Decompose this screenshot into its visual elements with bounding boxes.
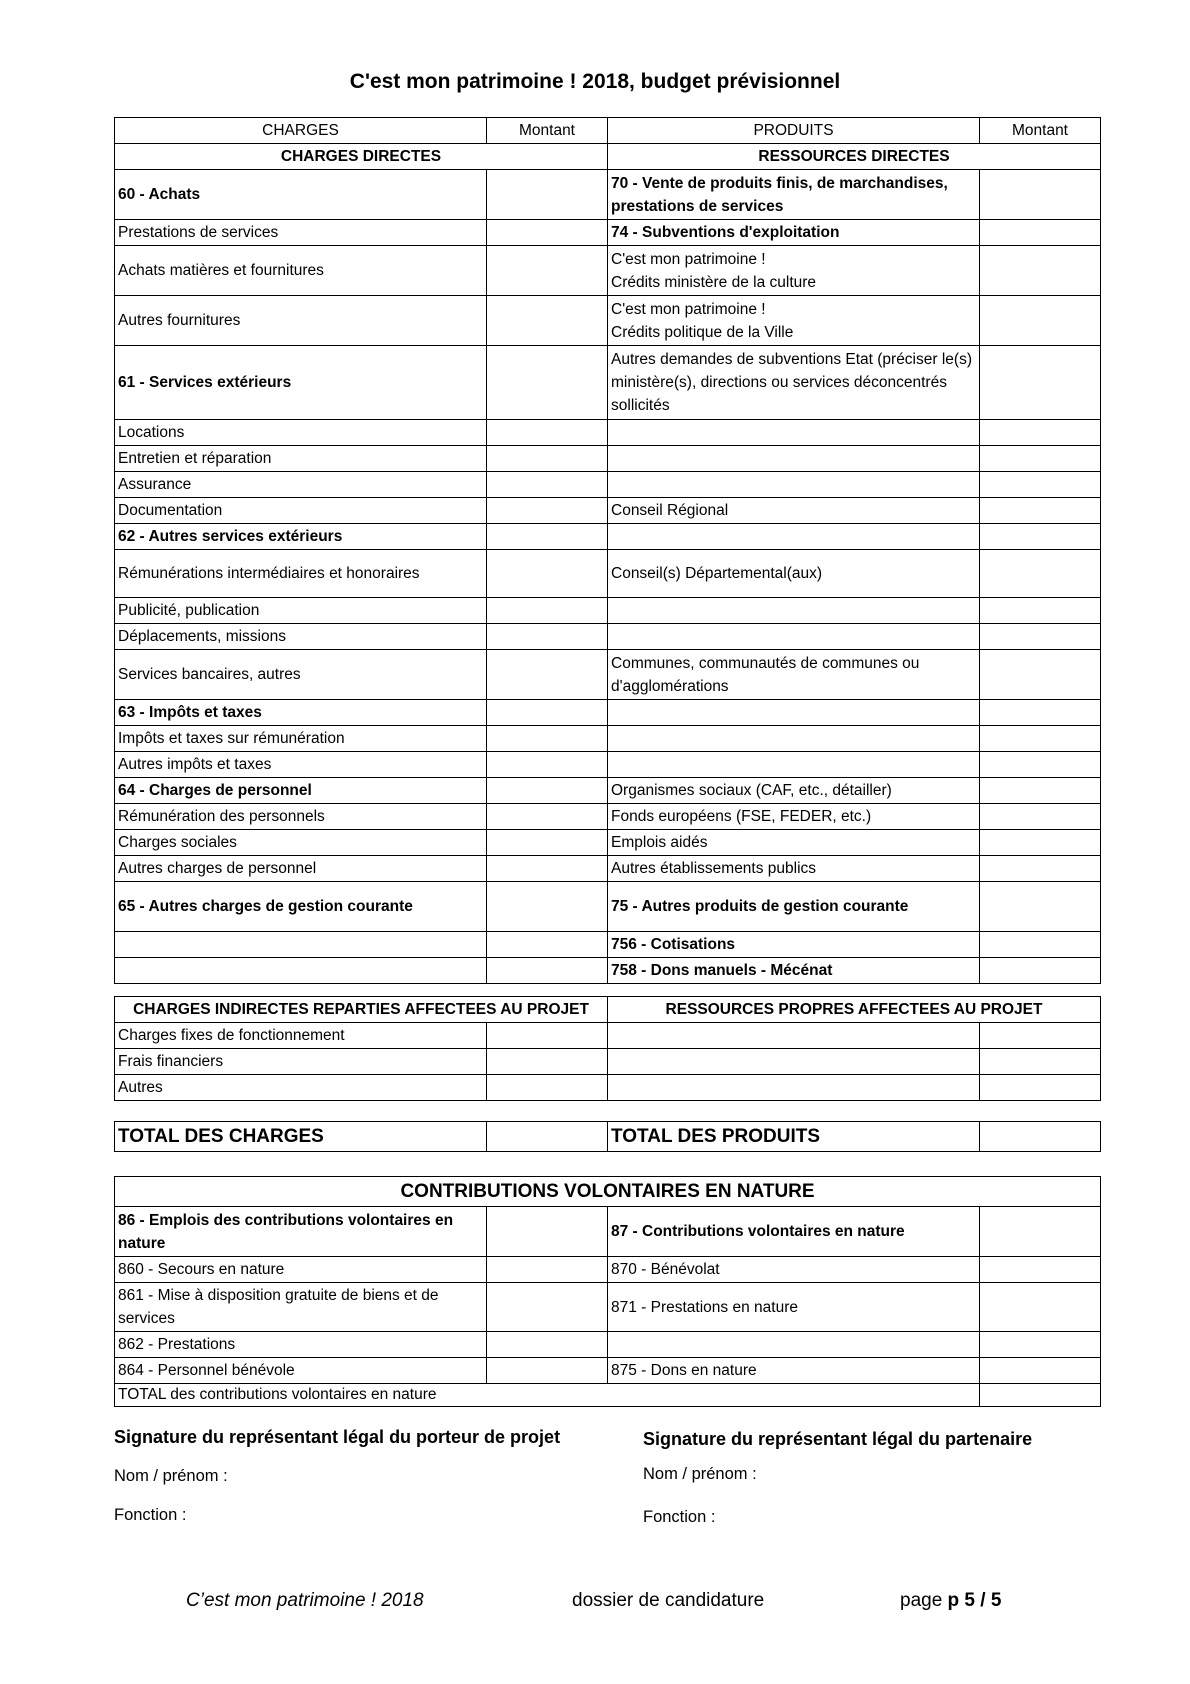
- table-row: [115, 778, 1101, 804]
- product-label: C'est mon patrimoine ! Crédits ministère de la culture: [608, 246, 980, 296]
- product-label: [608, 624, 980, 650]
- product-amount-cell[interactable]: [980, 624, 1101, 650]
- charge-label: Charges sociales: [115, 830, 487, 856]
- charge-amount-cell[interactable]: [487, 446, 608, 472]
- own-resource-label[interactable]: [608, 1023, 980, 1049]
- charge-label: 61 - Services extérieurs: [115, 346, 487, 420]
- table-row: [115, 550, 1101, 598]
- product-amount-cell[interactable]: [980, 752, 1101, 778]
- charge-label: Documentation: [115, 498, 487, 524]
- header-charges: CHARGES: [115, 118, 487, 144]
- contribution-source-label: 871 - Prestations en nature: [608, 1283, 980, 1332]
- product-amount-cell[interactable]: [980, 524, 1101, 550]
- product-label: Organismes sociaux (CAF, etc., détailler): [608, 778, 980, 804]
- table-row: [115, 1332, 1101, 1358]
- charge-label: 65 - Autres charges de gestion courante: [115, 882, 487, 932]
- charge-label: Assurance: [115, 472, 487, 498]
- charge-amount-cell[interactable]: [487, 170, 608, 220]
- charge-label: Prestations de services: [115, 220, 487, 246]
- partenaire-fonction-field[interactable]: Fonction :: [643, 1508, 716, 1526]
- charge-amount-cell[interactable]: [487, 498, 608, 524]
- product-amount-cell[interactable]: [980, 420, 1101, 446]
- total-produits-label: TOTAL DES PRODUITS: [608, 1122, 980, 1152]
- table-row: [115, 650, 1101, 700]
- indirect-charge-label: Frais financiers: [115, 1049, 487, 1075]
- partenaire-nom-field[interactable]: Nom / prénom :: [643, 1465, 757, 1483]
- own-resource-label[interactable]: [608, 1049, 980, 1075]
- contribution-source-label: 875 - Dons en nature: [608, 1358, 980, 1384]
- charge-label: Autres impôts et taxes: [115, 752, 487, 778]
- charge-label: Publicité, publication: [115, 598, 487, 624]
- footer-page-prefix: page: [900, 1590, 948, 1611]
- table-row: [115, 1283, 1101, 1332]
- footer-doc-title: C’est mon patrimoine ! 2018: [186, 1590, 424, 1611]
- charge-amount-cell[interactable]: [487, 830, 608, 856]
- charge-amount-cell[interactable]: [487, 472, 608, 498]
- indirect-charge-label: Autres: [115, 1075, 487, 1101]
- product-amount-cell[interactable]: [980, 498, 1101, 524]
- table-row: [115, 830, 1101, 856]
- contributions-total-row: [115, 1384, 1101, 1407]
- page-title: C'est mon patrimoine ! 2018, budget prévisionnel: [349, 70, 841, 93]
- product-amount-cell[interactable]: [980, 932, 1101, 958]
- porteur-fonction-field[interactable]: Fonction :: [114, 1506, 187, 1524]
- product-label: 75 - Autres produits de gestion courante: [608, 882, 980, 932]
- table-row: [115, 498, 1101, 524]
- table-row: [115, 804, 1101, 830]
- contributions-total-label: TOTAL des contributions volontaires en nature: [115, 1384, 980, 1407]
- header-produits: PRODUITS: [608, 118, 980, 144]
- charge-amount-cell[interactable]: [487, 726, 608, 752]
- table-row: [115, 726, 1101, 752]
- product-label: [608, 524, 980, 550]
- charge-label: Impôts et taxes sur rémunération: [115, 726, 487, 752]
- contribution-use-label: 864 - Personnel bénévole: [115, 1358, 487, 1384]
- table-row: [115, 598, 1101, 624]
- contributions-total-amount[interactable]: [980, 1384, 1101, 1407]
- indirect-table: [114, 996, 1101, 1101]
- product-amount-cell[interactable]: [980, 550, 1101, 598]
- contribution-use-label: 86 - Emplois des contributions volontaires en nature: [115, 1207, 487, 1257]
- own-resources-header: RESSOURCES PROPRES AFFECTEES AU PROJET: [608, 997, 1101, 1023]
- signature-partenaire-title: Signature du représentant légal du partenaire: [643, 1429, 1033, 1449]
- footer-page-value: p 5 / 5: [947, 1590, 1002, 1611]
- contribution-source-amount[interactable]: [980, 1257, 1101, 1283]
- product-label: C'est mon patrimoine ! Crédits politique de la Ville: [608, 296, 980, 346]
- contribution-source-label: 87 - Contributions volontaires en nature: [608, 1207, 980, 1257]
- contribution-source-amount[interactable]: [980, 1358, 1101, 1384]
- charge-label: Entretien et réparation: [115, 446, 487, 472]
- indirect-charge-amount[interactable]: [487, 1049, 608, 1075]
- contribution-use-label: 862 - Prestations: [115, 1332, 487, 1358]
- charge-label: Rémunérations intermédiaires et honoraires: [115, 550, 487, 598]
- table-row: [115, 472, 1101, 498]
- table-row: [115, 700, 1101, 726]
- product-amount-cell[interactable]: [980, 830, 1101, 856]
- signature-porteur-title: Signature du représentant légal du porteur de projet: [114, 1427, 561, 1447]
- porteur-nom-field[interactable]: Nom / prénom :: [114, 1467, 228, 1485]
- indirect-charge-amount[interactable]: [487, 1075, 608, 1101]
- charge-amount-cell[interactable]: [487, 420, 608, 446]
- contributions-table: [114, 1176, 1101, 1407]
- charge-amount-cell[interactable]: [487, 932, 608, 958]
- product-amount-cell[interactable]: [980, 170, 1101, 220]
- table-row: [115, 856, 1101, 882]
- charge-label: 64 - Charges de personnel: [115, 778, 487, 804]
- table-row: [115, 246, 1101, 296]
- charge-label: 63 - Impôts et taxes: [115, 700, 487, 726]
- product-label: 756 - Cotisations: [608, 932, 980, 958]
- charge-amount-cell[interactable]: [487, 550, 608, 598]
- table-row: [115, 420, 1101, 446]
- product-amount-cell[interactable]: [980, 958, 1101, 984]
- header-montant-charges: Montant: [487, 118, 608, 144]
- table-row: [115, 1023, 1101, 1049]
- contribution-use-amount[interactable]: [487, 1358, 608, 1384]
- product-amount-cell[interactable]: [980, 296, 1101, 346]
- table-row: [115, 932, 1101, 958]
- table-row: [115, 1075, 1101, 1101]
- charge-amount-cell[interactable]: [487, 220, 608, 246]
- contribution-use-label: 860 - Secours en nature: [115, 1257, 487, 1283]
- own-resource-amount[interactable]: [980, 1075, 1101, 1101]
- footer-doc-type: dossier de candidature: [572, 1590, 765, 1611]
- table-row: [115, 220, 1101, 246]
- charge-label: Locations: [115, 420, 487, 446]
- product-amount-cell[interactable]: [980, 856, 1101, 882]
- product-amount-cell[interactable]: [980, 650, 1101, 700]
- own-resource-amount[interactable]: [980, 1049, 1101, 1075]
- contribution-use-label: 861 - Mise à disposition gratuite de biens et de services: [115, 1283, 487, 1332]
- total-produits-amount[interactable]: [980, 1122, 1101, 1152]
- charge-label: Autres fournitures: [115, 296, 487, 346]
- product-label: Emplois aidés: [608, 830, 980, 856]
- contribution-source-amount[interactable]: [980, 1283, 1101, 1332]
- section-charges-directes: CHARGES DIRECTES: [115, 144, 608, 170]
- charge-amount-cell[interactable]: [487, 650, 608, 700]
- product-amount-cell[interactable]: [980, 882, 1101, 932]
- product-amount-cell[interactable]: [980, 804, 1101, 830]
- contribution-source-label: 870 - Bénévolat: [608, 1257, 980, 1283]
- table-row: [115, 524, 1101, 550]
- budget-table: [114, 117, 1101, 984]
- section-ressources-directes: RESSOURCES DIRECTES: [608, 144, 1101, 170]
- contribution-source-amount[interactable]: [980, 1207, 1101, 1257]
- product-amount-cell[interactable]: [980, 778, 1101, 804]
- charge-amount-cell[interactable]: [487, 598, 608, 624]
- own-resource-amount[interactable]: [980, 1023, 1101, 1049]
- contributions-title: CONTRIBUTIONS VOLONTAIRES EN NATURE: [115, 1177, 1101, 1207]
- charge-amount-cell[interactable]: [487, 246, 608, 296]
- contribution-source-amount[interactable]: [980, 1332, 1101, 1358]
- contribution-use-amount[interactable]: [487, 1283, 608, 1332]
- charge-amount-cell[interactable]: [487, 778, 608, 804]
- product-label: [608, 700, 980, 726]
- indirect-charge-amount[interactable]: [487, 1023, 608, 1049]
- product-label: [608, 420, 980, 446]
- product-label: [608, 726, 980, 752]
- charge-label: Services bancaires, autres: [115, 650, 487, 700]
- product-label: 758 - Dons manuels - Mécénat: [608, 958, 980, 984]
- table-row: [115, 296, 1101, 346]
- charge-amount-cell[interactable]: [487, 700, 608, 726]
- product-amount-cell[interactable]: [980, 220, 1101, 246]
- table-row: [115, 1358, 1101, 1384]
- product-label: Autres établissements publics: [608, 856, 980, 882]
- table-row: [115, 170, 1101, 220]
- charge-label: Achats matières et fournitures: [115, 246, 487, 296]
- charge-label: 60 - Achats: [115, 170, 487, 220]
- product-amount-cell[interactable]: [980, 446, 1101, 472]
- product-label: 74 - Subventions d'exploitation: [608, 220, 980, 246]
- footer-page-number: [900, 1590, 1001, 1612]
- product-amount-cell[interactable]: [980, 598, 1101, 624]
- product-amount-cell[interactable]: [980, 472, 1101, 498]
- table-row: [115, 958, 1101, 984]
- charge-amount-cell[interactable]: [487, 804, 608, 830]
- indirect-charges-header: CHARGES INDIRECTES REPARTIES AFFECTEES AU PROJET: [115, 997, 608, 1023]
- contribution-use-amount[interactable]: [487, 1257, 608, 1283]
- product-label: [608, 446, 980, 472]
- own-resource-label[interactable]: [608, 1075, 980, 1101]
- totals-table: [114, 1121, 1101, 1152]
- product-amount-cell[interactable]: [980, 246, 1101, 296]
- product-label: Fonds européens (FSE, FEDER, etc.): [608, 804, 980, 830]
- product-amount-cell[interactable]: [980, 700, 1101, 726]
- charge-amount-cell[interactable]: [487, 882, 608, 932]
- table-row: [115, 446, 1101, 472]
- table-row: [115, 1049, 1101, 1075]
- total-charges-label: TOTAL DES CHARGES: [115, 1122, 487, 1152]
- table-row: [115, 1257, 1101, 1283]
- charge-amount-cell[interactable]: [487, 524, 608, 550]
- total-charges-amount[interactable]: [487, 1122, 608, 1152]
- table-row: [115, 882, 1101, 932]
- contribution-source-label: [608, 1332, 980, 1358]
- product-label: [608, 598, 980, 624]
- indirect-charge-label: Charges fixes de fonctionnement: [115, 1023, 487, 1049]
- product-amount-cell[interactable]: [980, 346, 1101, 420]
- charge-amount-cell[interactable]: [487, 752, 608, 778]
- charge-amount-cell[interactable]: [487, 856, 608, 882]
- product-label: Conseil(s) Départemental(aux): [608, 550, 980, 598]
- table-row: [115, 346, 1101, 420]
- table-row: [115, 752, 1101, 778]
- header-montant-produits: Montant: [980, 118, 1101, 144]
- product-label: Communes, communautés de communes ou d'agglomérations: [608, 650, 980, 700]
- contribution-use-amount[interactable]: [487, 1207, 608, 1257]
- contribution-use-amount[interactable]: [487, 1332, 608, 1358]
- charge-label: 62 - Autres services extérieurs: [115, 524, 487, 550]
- charge-label: [115, 932, 487, 958]
- table-row: [115, 624, 1101, 650]
- charge-amount-cell[interactable]: [487, 346, 608, 420]
- charge-label: [115, 958, 487, 984]
- charge-amount-cell[interactable]: [487, 958, 608, 984]
- product-amount-cell[interactable]: [980, 726, 1101, 752]
- charge-label: Autres charges de personnel: [115, 856, 487, 882]
- charge-label: Rémunération des personnels: [115, 804, 487, 830]
- product-label: [608, 472, 980, 498]
- product-label: Conseil Régional: [608, 498, 980, 524]
- charge-amount-cell[interactable]: [487, 296, 608, 346]
- charge-label: Déplacements, missions: [115, 624, 487, 650]
- product-label: Autres demandes de subventions Etat (préciser le(s) ministère(s), directions ou services déconcentrés sollicités: [608, 346, 980, 420]
- charge-amount-cell[interactable]: [487, 624, 608, 650]
- table-row: [115, 1207, 1101, 1257]
- product-label: [608, 752, 980, 778]
- product-label: 70 - Vente de produits finis, de marchandises, prestations de services: [608, 170, 980, 220]
